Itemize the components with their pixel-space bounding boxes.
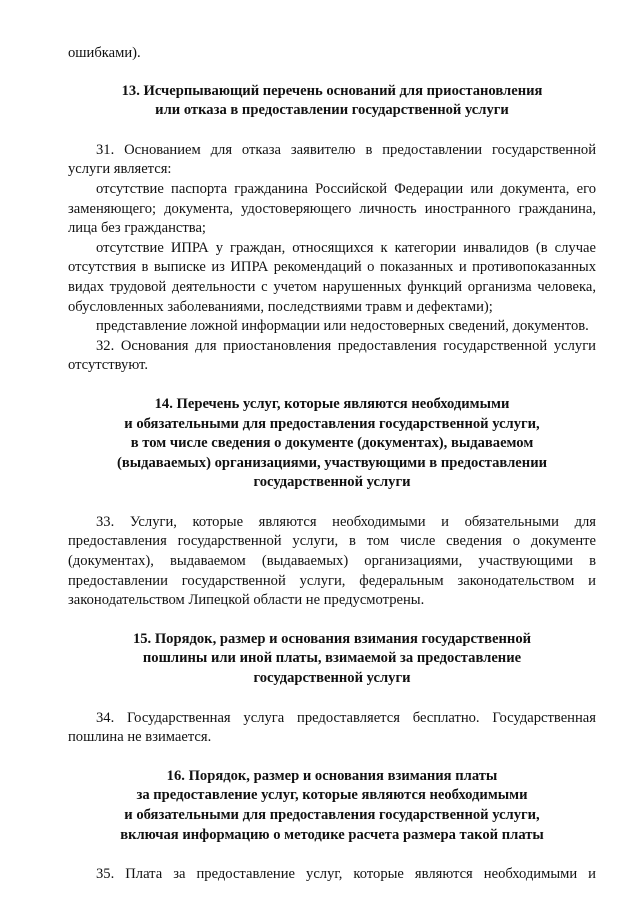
- paragraph-31: 31. Основанием для отказа заявителю в предоставлении государственной услуги является:: [68, 141, 596, 178]
- heading-line: пошлины или иной платы, взимаемой за предоставление: [142, 650, 522, 667]
- section-14-heading: [68, 395, 596, 493]
- paragraph-31-item-1: отсутствие паспорта гражданина Российской Федерации или документа, его заменяющего; документа, удостоверяющего личность иностранного гражданина, лица без гражданства;: [68, 180, 596, 237]
- heading-line: 14. Перечень услуг, которые являются необходимыми: [154, 395, 510, 412]
- heading-line: 15. Порядок, размер и основания взимания государственной: [132, 630, 532, 647]
- heading-line: государственной услуги: [253, 474, 411, 491]
- paragraph-33: 33. Услуги, которые являются необходимыми и обязательными для предоставления государственной услуги, в том числе сведения о документе (документах), выдаваемом (выдаваемых) организациями, участвующими в предоставлении государственной услуги, федеральным законодательством и законодательством Липецкой области не предусмотрены.: [68, 513, 596, 609]
- document-page: [68, 44, 596, 885]
- paragraph-35: 35. Плата за предоставление услуг, которые являются необходимыми и: [96, 866, 596, 883]
- paragraph-31-item-3: представление ложной информации или недостоверных сведений, документов.: [96, 318, 589, 335]
- section-16-heading: [68, 767, 596, 845]
- heading-line: или отказа в предоставлении государственной услуги: [155, 102, 509, 119]
- heading-line: за предоставление услуг, которые являются необходимыми: [136, 787, 528, 804]
- paragraph-32: 32. Основания для приостановления предоставления государственной услуги отсутствуют.: [68, 337, 596, 374]
- heading-line: (выдаваемых) организациями, участвующими в предоставлении: [116, 454, 548, 471]
- paragraph-31-item-2: отсутствие ИПРА у граждан, относящихся к категории инвалидов (в случае отсутствия в выписке из ИПРА рекомендаций о показанных и противопоказанных видах трудовой деятельности с учетом нарушенных функций организма человека, обусловленных заболеваниями, последствиями травм и дефектами);: [68, 239, 596, 315]
- section-15-heading: [68, 630, 596, 689]
- heading-line: 16. Порядок, размер и основания взимания платы: [166, 767, 498, 784]
- heading-line: в том числе сведения о документе (документах), выдаваемом: [130, 435, 534, 452]
- heading-line: 13. Исчерпывающий перечень оснований для приостановления: [121, 82, 543, 99]
- heading-line: и обязательными для предоставления государственной услуги,: [124, 415, 540, 432]
- top-fragment: ошибками).: [68, 45, 141, 61]
- paragraph-34: 34. Государственная услуга предоставляется бесплатно. Государственная пошлина не взимается.: [68, 709, 596, 746]
- section-13-heading: [68, 82, 596, 121]
- heading-line: включая информацию о методике расчета размера такой платы: [120, 826, 544, 843]
- heading-line: и обязательными для предоставления государственной услуги,: [124, 807, 540, 823]
- heading-line: государственной услуги: [253, 670, 411, 687]
